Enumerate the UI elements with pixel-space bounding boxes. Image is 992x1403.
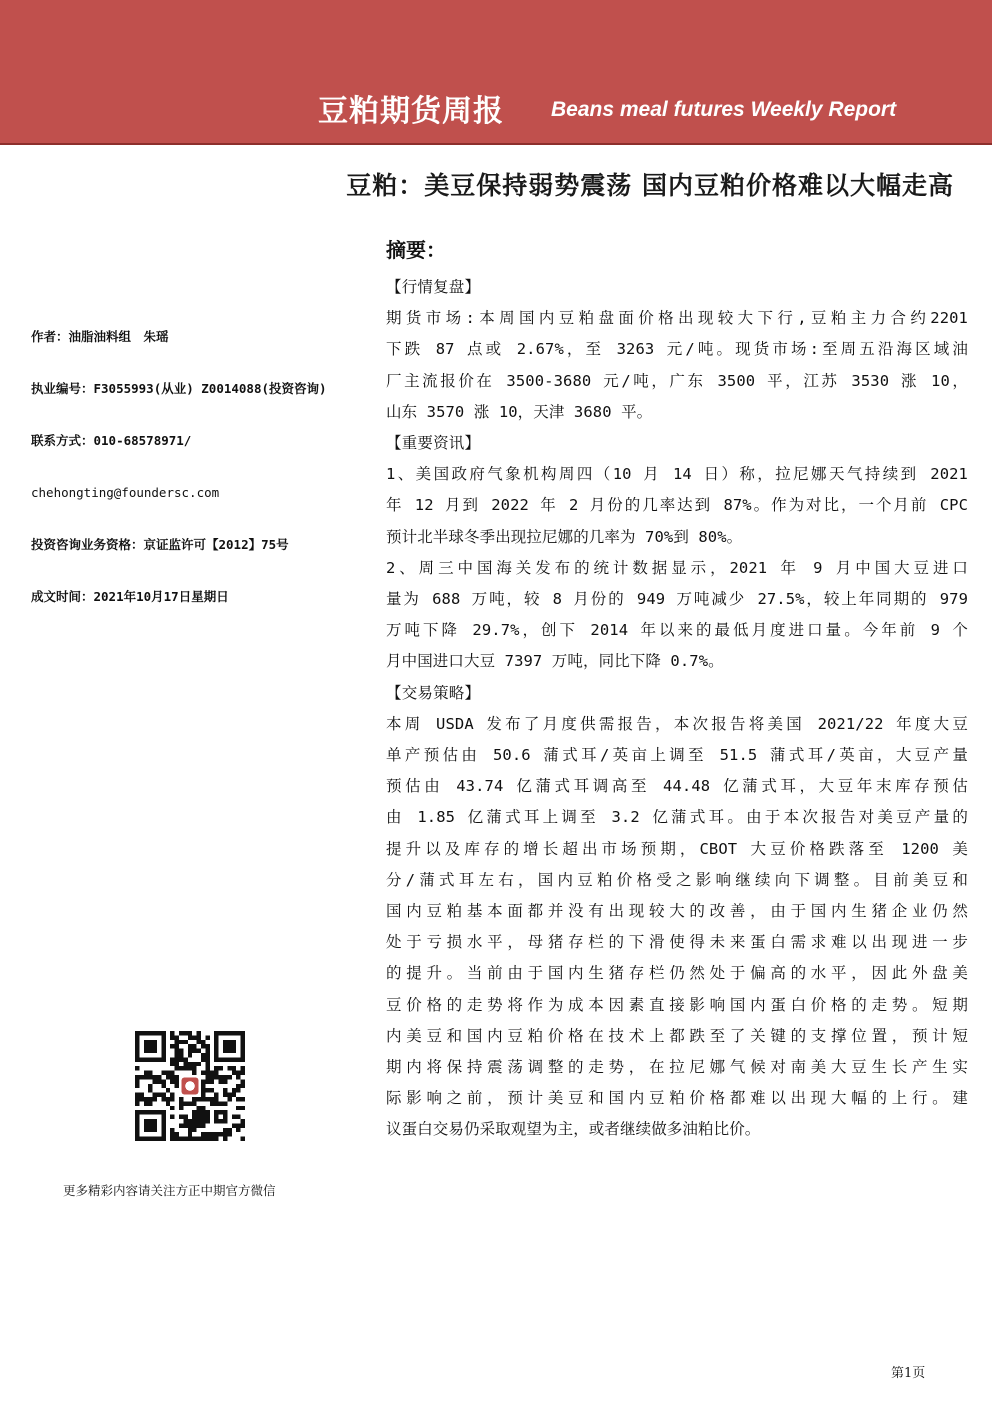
contact-phone: 联系方式：010-68578971/	[31, 433, 192, 448]
summary-text-line: 年 12 月到 2022 年 2 月份的几率达到 87%。作为对比，一个月前 CPC	[386, 496, 968, 515]
report-date: 成文时间：2021年10月17日星期日	[31, 589, 229, 604]
page-number: 第1页	[891, 1366, 926, 1381]
qr-caption: 更多精彩内容请关注方正中期官方微信	[63, 1183, 276, 1198]
license-number: 执业编号：F3055993(从业) Z0014088(投资咨询)	[31, 381, 327, 396]
summary-text-line: 国内豆粕基本面都并没有出现较大的改善，由于国内生猪企业仍然	[386, 902, 968, 921]
summary-text-line: 期货市场:本周国内豆粕盘面价格出现较大下行,豆粕主力合约2201	[386, 309, 968, 328]
summary-text-line: 2、周三中国海关发布的统计数据显示，2021 年 9 月中国大豆进口	[386, 558, 968, 577]
summary-text-line: 期内将保持震荡调整的走势，在拉尼娜气候对南美大豆生长产生实	[386, 1058, 968, 1077]
summary	[386, 234, 968, 1146]
summary-heading: 摘要：	[386, 238, 446, 262]
summary-section-label: 【行情复盘】	[386, 278, 481, 296]
summary-text-line: 厂主流报价在 3500-3680 元/吨，广东 3500 平，江苏 3530 涨 10，	[386, 371, 968, 390]
summary-text-line: 内美豆和国内豆粕价格在技术上都跌至了关键的支撑位置，预计短	[386, 1026, 968, 1045]
qr-code-icon	[135, 1031, 245, 1141]
author-line: 作者：油脂油料组 朱瑶	[31, 329, 169, 344]
summary-text-line: 单产预估由 50.6 蒲式耳/英亩上调至 51.5 蒲式耳/英亩，大豆产量	[386, 746, 968, 765]
summary-text-line: 提升以及库存的增长超出市场预期，CBOT 大豆价格跌落至 1200 美	[386, 839, 968, 858]
summary-text-line: 议蛋白交易仍采取观望为主，或者继续做多油粕比价。	[386, 1120, 761, 1139]
banner-title-en: Beans meal futures Weekly Report	[551, 98, 897, 121]
qualification-line: 投资咨询业务资格：京证监许可【2012】75号	[31, 537, 289, 552]
summary-text-line: 万吨下降 29.7%，创下 2014 年以来的最低月度进口量。今年前 9 个	[386, 621, 968, 640]
summary-text-line: 由 1.85 亿蒲式耳上调至 3.2 亿蒲式耳。由于本次报告对美豆产量的	[386, 808, 968, 827]
summary-text-line: 预估由 43.74 亿蒲式耳调高至 44.48 亿蒲式耳，大豆年末库存预估	[386, 777, 968, 796]
summary-text-line: 1、美国政府气象机构周四（10 月 14 日）称，拉尼娜天气持续到 2021	[386, 465, 968, 484]
summary-section-label: 【交易策略】	[386, 683, 481, 702]
summary-text-line: 本周 USDA 发布了月度供需报告，本次报告将美国 2021/22 年度大豆	[386, 714, 968, 733]
summary-text-line: 月中国进口大豆 7397 万吨，同比下降 0.7%。	[386, 652, 724, 671]
summary-text-line: 处于亏损水平，母猪存栏的下滑使得未来蛋白需求难以出现进一步	[386, 933, 968, 952]
report-title: 豆粕：美豆保持弱势震荡 国内豆粕价格难以大幅走高	[346, 171, 954, 200]
summary-text-line: 豆价格的走势将作为成本因素直接影响国内蛋白价格的走势。短期	[386, 995, 968, 1014]
summary-text-line: 下跌 87 点或 2.67%，至 3263 元/吨。现货市场:至周五沿海区域油	[386, 340, 968, 359]
contact-email: chehongting@foundersc.com	[31, 485, 220, 500]
author-info	[31, 326, 361, 638]
summary-text-line: 的提升。当前由于国内生猪存栏仍然处于偏高的水平，因此外盘美	[386, 964, 968, 983]
summary-section-label: 【重要资讯】	[386, 434, 481, 453]
summary-body	[386, 272, 968, 1146]
summary-text-line: 际影响之前，预计美豆和国内豆粕价格都难以出现大幅的上行。建	[386, 1089, 968, 1108]
header-banner	[0, 0, 992, 145]
summary-text-line: 预计北半球冬季出现拉尼娜的几率为 70%到 80%。	[386, 527, 743, 546]
summary-text-line: 山东 3570 涨 10，天津 3680 平。	[386, 402, 653, 421]
banner-title-cn: 豆粕期货周报	[318, 94, 504, 129]
summary-text-line: 量为 688 万吨，较 8 月份的 949 万吨减少 27.5%，较上年同期的 979	[386, 590, 968, 609]
summary-text-line: 分/蒲式耳左右，国内豆粕价格受之影响继续向下调整。目前美豆和	[386, 870, 968, 889]
